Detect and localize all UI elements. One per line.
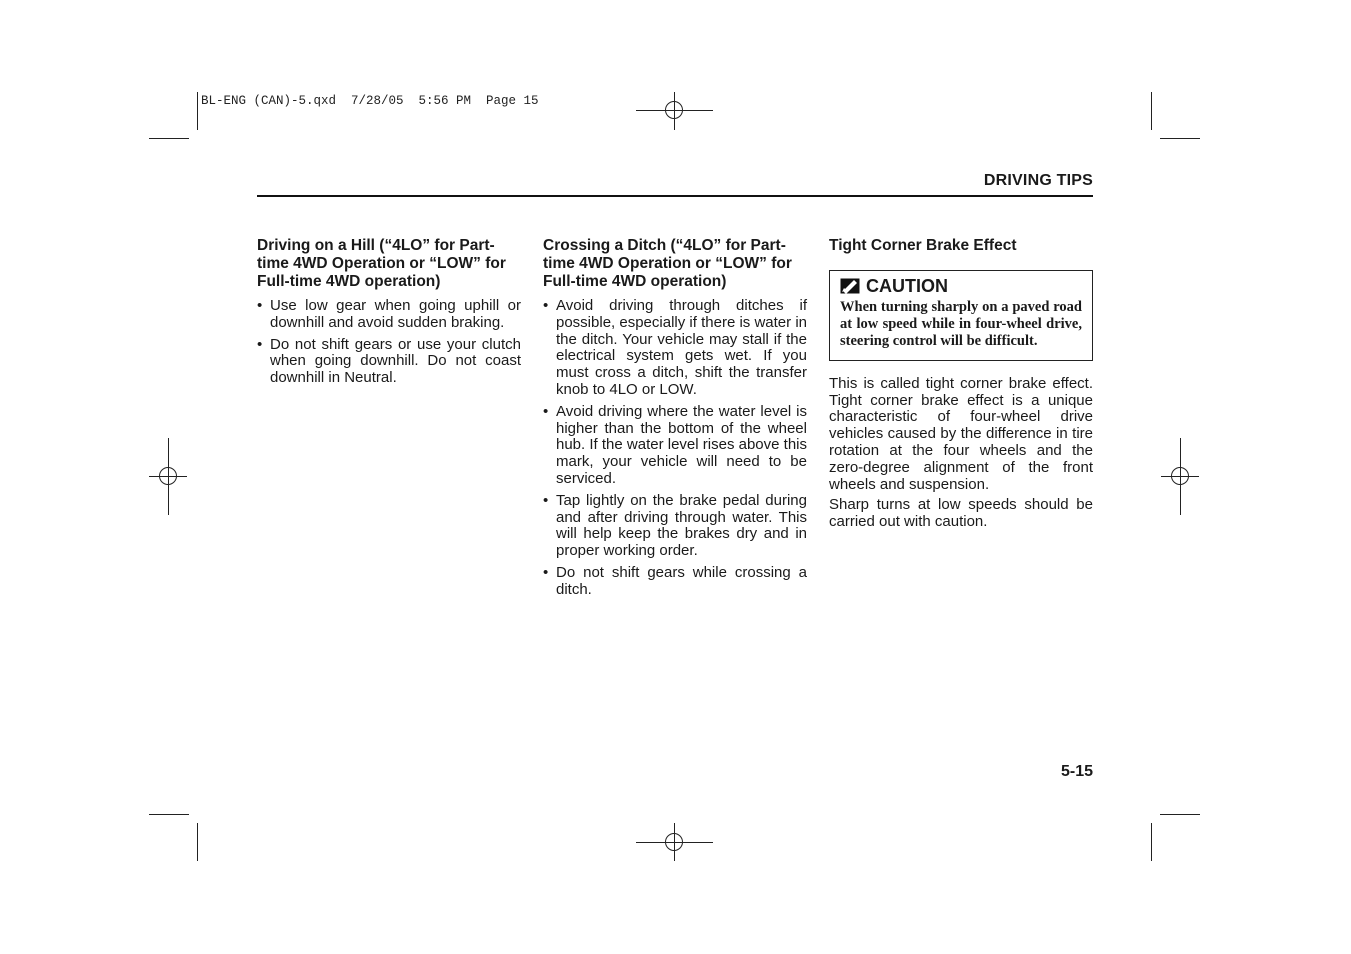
crop-mark bbox=[1160, 138, 1200, 139]
caution-label: CAUTION bbox=[866, 276, 948, 296]
list-item: • Do not shift gears while crossing a ditch. bbox=[543, 565, 807, 599]
caution-icon bbox=[840, 278, 860, 294]
caution-box bbox=[829, 270, 1093, 361]
body-paragraph: This is called tight corner brake effect. Tight corner brake effect is a unique characteristic of four-wheel drive vehicles caused by the difference in tire rotation at the four wheels and the zero-degree alignment of the front wheels and suspension. bbox=[829, 374, 1093, 493]
list-item: • Do not shift gears or use your clutch when going downhill. Do not coast downhill in Neutral. bbox=[257, 337, 521, 387]
crop-mark bbox=[197, 823, 198, 861]
column-crossing-ditch bbox=[543, 237, 807, 604]
bullet-list bbox=[543, 298, 807, 599]
heading-tight-corner: Tight Corner Brake Effect bbox=[829, 237, 1017, 254]
caution-text: When turning sharply on a paved road at low speed while in four-wheel drive, steering control will be difficult. bbox=[840, 298, 1082, 349]
list-item: • Use low gear when going uphill or downhill and avoid sudden braking. bbox=[257, 298, 521, 332]
list-item: • Avoid driving where the water level is higher than the bottom of the wheel hub. If the water level rises above this mark, your vehicle will need to be serviced. bbox=[543, 404, 807, 488]
bullet-list bbox=[257, 298, 521, 387]
header-rule bbox=[257, 195, 1093, 197]
print-slug: BL-ENG (CAN)-5.qxd 7/28/05 5:56 PM Page 15 bbox=[201, 94, 539, 108]
section-title: DRIVING TIPS bbox=[983, 172, 1093, 189]
list-item: • Tap lightly on the brake pedal during and after driving through water. This will help keep the brakes dry and in proper working order. bbox=[543, 493, 807, 560]
heading-crossing-ditch: Crossing a Ditch (“4LO” for Part-time 4WD Operation or “LOW” for Full-time 4WD operation) bbox=[543, 237, 792, 290]
crop-mark bbox=[149, 814, 189, 815]
column-tight-corner bbox=[829, 237, 1093, 531]
crop-mark bbox=[197, 92, 198, 130]
body-paragraph: Sharp turns at low speeds should be carried out with caution. bbox=[829, 496, 1093, 531]
caution-header bbox=[840, 278, 1082, 295]
crop-mark bbox=[1151, 92, 1152, 130]
page-number: 5-15 bbox=[1060, 763, 1093, 780]
column-driving-on-hill bbox=[257, 237, 521, 392]
crop-mark bbox=[149, 138, 189, 139]
list-item: • Avoid driving through ditches if possible, especially if there is water in the ditch. Your vehicle may stall if the electrical system gets wet. If you must cross a ditch, shift the transfer knob to 4LO or LOW. bbox=[543, 298, 807, 399]
crop-mark bbox=[1151, 823, 1152, 861]
heading-driving-on-hill: Driving on a Hill (“4LO” for Part-time 4WD Operation or “LOW” for Full-time 4WD operation) bbox=[257, 237, 506, 290]
crop-mark bbox=[1160, 814, 1200, 815]
